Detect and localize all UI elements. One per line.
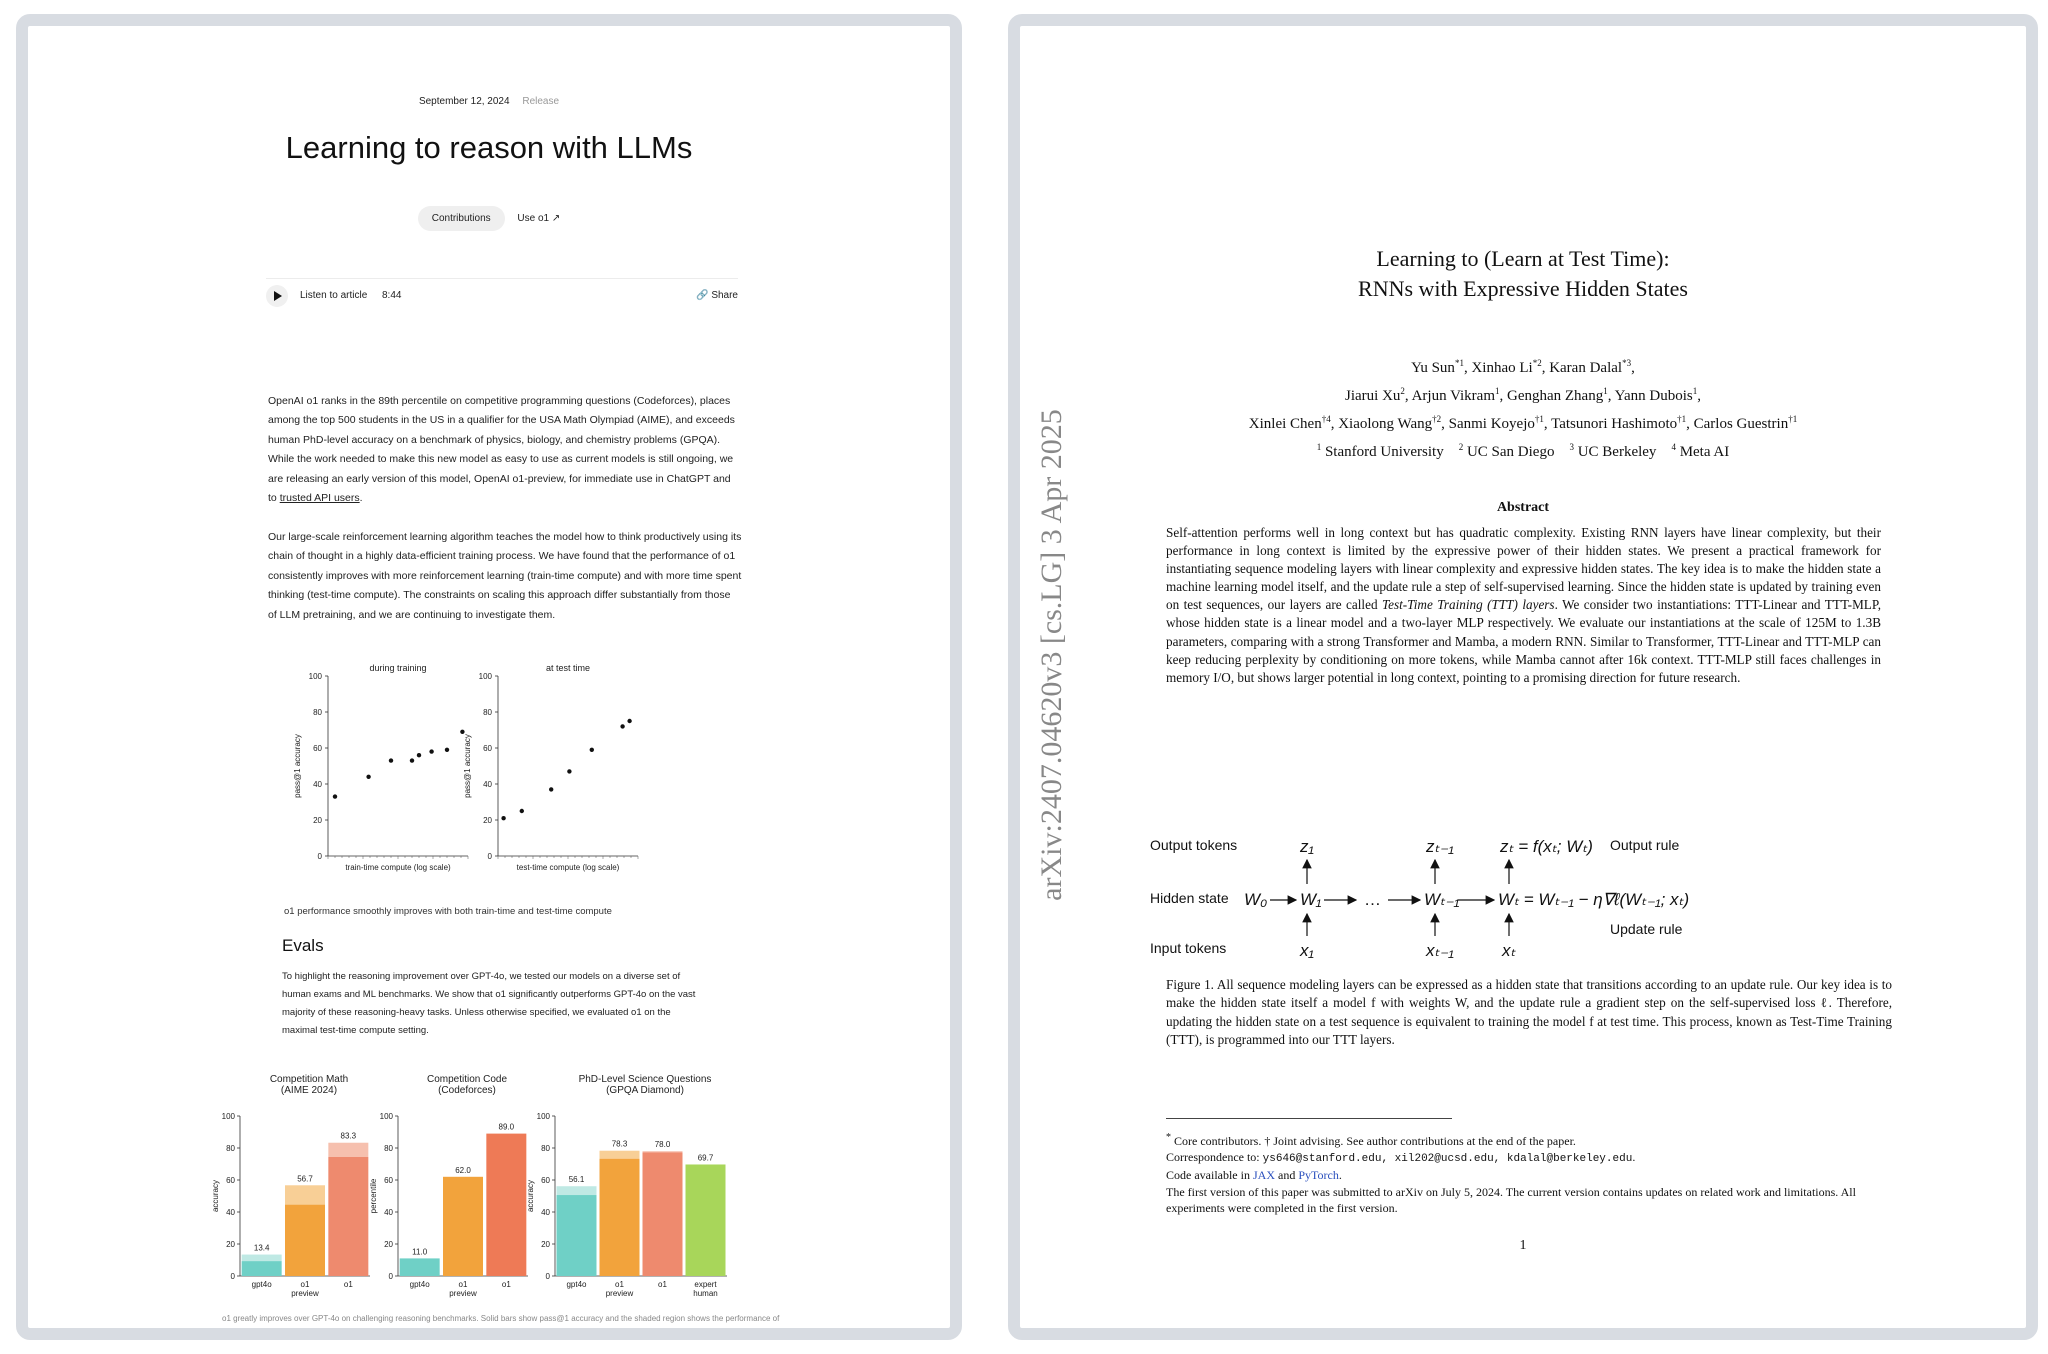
- category-label: gpt4o: [251, 1280, 272, 1289]
- y-tick-label: 40: [483, 780, 492, 789]
- output-rule-label: Output rule: [1610, 837, 1680, 853]
- scatter-point: [590, 748, 594, 752]
- page-number: 1: [1519, 1238, 1527, 1253]
- y-tick-label: 100: [308, 672, 322, 681]
- bar: [443, 1177, 483, 1276]
- paper-title-line-2: RNNs with Expressive Hidden States: [1358, 276, 1688, 301]
- y-tick-label: 0: [487, 852, 492, 861]
- y-axis-label: percentile: [369, 1178, 378, 1214]
- bar: [643, 1152, 683, 1276]
- scatter-point: [366, 775, 370, 779]
- scatter-title: at test time: [545, 663, 591, 673]
- abstract-text: [1166, 524, 1881, 687]
- math-xt-1: xₜ₋₁: [1426, 941, 1454, 960]
- math-update-rule: Wₜ = Wₜ₋₁ − η∇ℓ(Wₜ₋₁; xₜ): [1498, 890, 1690, 909]
- scaling-scatter-charts: [278, 656, 778, 906]
- footnote-code: [1166, 1167, 1892, 1183]
- y-tick-label: 20: [541, 1240, 550, 1249]
- scatter-point: [389, 758, 393, 762]
- contributions-button[interactable]: Contributions: [418, 206, 505, 231]
- category-label: preview: [449, 1289, 477, 1298]
- play-icon[interactable]: [266, 285, 288, 307]
- bar-value-label: 11.0: [412, 1247, 428, 1257]
- y-tick-label: 20: [313, 816, 322, 825]
- scatter-point: [627, 719, 631, 723]
- y-tick-label: 80: [483, 708, 492, 717]
- math-z1: z₁: [1300, 837, 1314, 856]
- consensus-bar: [242, 1255, 282, 1262]
- category-label: expert: [694, 1280, 717, 1289]
- y-tick-label: 40: [541, 1208, 550, 1217]
- bar-value-label: 56.7: [297, 1174, 313, 1184]
- scatter-point: [460, 730, 464, 734]
- category-label: preview: [291, 1289, 319, 1298]
- scatter-point: [620, 724, 624, 728]
- scatter-point: [567, 769, 571, 773]
- y-tick-label: 0: [388, 1272, 393, 1281]
- paper-title: [1020, 244, 2026, 304]
- link-icon: 🔗: [696, 290, 709, 301]
- category-label: o1: [343, 1280, 353, 1289]
- post-meta: [28, 96, 950, 107]
- paper-title-line-1: Learning to (Learn at Test Time):: [1376, 246, 1670, 271]
- correspondence-label: Correspondence to:: [1166, 1150, 1263, 1165]
- y-tick-label: 100: [379, 1112, 393, 1121]
- bar-value-label: 56.1: [568, 1175, 585, 1185]
- pytorch-link[interactable]: PyTorch: [1298, 1168, 1339, 1183]
- post-date: September 12, 2024: [418, 96, 510, 107]
- y-axis-label: pass@1 accuracy: [463, 734, 472, 798]
- author-line: Jiarui Xu$^2$, Arjun Vikram$^1$, Genghan Zhang$^1$, Yann Dubois$^1$,: [1345, 386, 1701, 404]
- scatter-chart-2: [463, 663, 638, 872]
- math-ellipsis: …: [1364, 890, 1381, 909]
- math-zt-1: zₜ₋₁: [1426, 837, 1454, 856]
- evals-paragraph: To highlight the reasoning improvement over GPT-4o, we tested our models on a diverse set of human exams and ML benchmarks. We show that o1 significantly outperforms GPT-4o on the vast majority of these reasoning-heavy tasks. Unless otherwise specified, we evaluated o1 on the maximal test-time compute setting.: [282, 971, 696, 1036]
- bar: [242, 1261, 282, 1276]
- consensus-bar: [285, 1185, 325, 1204]
- intro-text: OpenAI o1 ranks in the 89th percentile on competitive programming questions (Codeforces), places among the top 500 students in the US in a qualifier for the USA Math Olympiad (AIME), and exceeds human PhD-level accuracy on a benchmark of physics, biology, and chemistry problems (GPQA). While the work needed to make this new model as easy to use as current models is still ongoing, we are releasing an early version of this model, OpenAI o1-preview, for immediate use in ChatGPT and to: [268, 395, 735, 505]
- math-x1: x₁: [1300, 941, 1314, 960]
- y-tick-label: 80: [313, 708, 322, 717]
- y-tick-label: 100: [478, 672, 492, 681]
- bar: [486, 1134, 526, 1276]
- intro-paragraph: [268, 392, 742, 508]
- footnote-contributors-text: Core contributors. † Joint advising. See author contributions at the end of the paper.: [1174, 1134, 1576, 1148]
- abstract-part-a: Self-attention performs well in long context but has quadratic complexity. Existing RNN layers have linear complexity, but their performance in long context is limited by the expressive power of their hidden states. We present a practical framework for instantiating sequence modeling layers with linear complexity and expressive hidden states. The key idea is to make the hidden state a machine learning model itself, and the update rule a step of self-supervised learning. Since the hidden state is updated by training even on test sequences, our layers are called: [1166, 525, 1881, 613]
- y-tick-label: 60: [483, 744, 492, 753]
- intro-text-end: .: [359, 492, 363, 505]
- y-tick-label: 40: [313, 780, 322, 789]
- category-label: o1: [658, 1280, 667, 1289]
- input-tokens-label: Input tokens: [1150, 940, 1227, 956]
- update-rule-label: Update rule: [1610, 921, 1683, 937]
- abstract-part-b: . We consider two instantiations: TTT-Linear and TTT-MLP, whose hidden state is a linear model and a two-layer MLP respectively. We evaluate our instantiations at the scale of 125M to 1.3B parameters, comparing with a strong Transformer and Mamba, a modern RNN. Similar to Transformer, TTT-Linear and TTT-MLP can keep reducing perplexity by conditioning on more tokens, while Mamba cannot after 16k context. TTT-MLP still faces challenges in memory I/O, but shows larger potential in long context, pointing to a promising direction for future research.: [1166, 597, 1882, 685]
- bar-value-label: 62.0: [455, 1165, 471, 1175]
- y-tick-label: 20: [483, 816, 492, 825]
- bar: [557, 1195, 597, 1276]
- evals-heading: Evals: [282, 936, 324, 955]
- bar-chart-2: [369, 1074, 528, 1298]
- bar-chart-title: Competition Code: [426, 1074, 508, 1085]
- bar-value-label: 89.0: [498, 1122, 515, 1132]
- y-tick-label: 60: [384, 1176, 393, 1185]
- correspondence-end: .: [1632, 1150, 1636, 1165]
- bar-chart-3: [526, 1074, 727, 1298]
- bars-caption: o1 greatly improves over GPT-4o on challenging reasoning benchmarks. Solid bars show pass@1 accuracy and the shaded region shows the performance of majority vote (consensus) with 64 samples.: [222, 1314, 780, 1337]
- bar-value-label: 78.3: [611, 1139, 628, 1149]
- post-actions: [28, 206, 950, 231]
- audio-duration: 8:44: [382, 290, 402, 301]
- consensus-bar: [600, 1151, 640, 1159]
- scatter-point: [520, 809, 524, 813]
- scaling-caption: o1 performance smoothly improves with both train-time and test-time compute: [284, 906, 612, 917]
- y-axis-label: accuracy: [211, 1179, 220, 1213]
- bar: [328, 1157, 368, 1276]
- footnote-version: The first version of this paper was submitted to arXiv on July 5, 2024. The current version contains updates on related work and limitations. All experiments were completed in the first version.: [1166, 1184, 1856, 1215]
- consensus-bar: [557, 1186, 597, 1195]
- category-label: o1: [501, 1280, 511, 1289]
- x-axis-label: train-time compute (log scale): [345, 863, 451, 872]
- affiliations: $^1$ Stanford University $^2$ UC San Diego $^3$ UC Berkeley $^4$ Meta AI: [1316, 442, 1730, 460]
- post-title: Learning to reason with LLMs: [285, 130, 693, 165]
- author-line: Xinlei Chen$^{\dagger 4}$, Xiaolong Wang$^{\dagger 2}$, Sanmi Koyejo$^{\dagger 1}$, Tatsunori Hashimoto$^{\dagger 1}$, Carlos Guestrin$^{\dagger 1}$: [1248, 414, 1798, 432]
- x-axis-label: test-time compute (log scale): [516, 863, 620, 872]
- bar-chart-title: (AIME 2024): [280, 1085, 338, 1096]
- bar-value-label: 78.0: [654, 1140, 671, 1150]
- abstract-italic: Test-Time Training (TTT) layers: [1381, 597, 1555, 613]
- y-tick-label: 60: [313, 744, 322, 753]
- bar: [285, 1205, 325, 1276]
- y-tick-label: 0: [317, 852, 322, 861]
- category-label: gpt4o: [566, 1280, 587, 1289]
- author-line: Yu Sun$^{*1}$, Xinhao Li$^{*2}$, Karan Dalal$^{*3}$,: [1411, 358, 1635, 376]
- jax-link[interactable]: JAX: [1252, 1168, 1275, 1183]
- scatter-point: [501, 816, 505, 820]
- author-list: [1020, 352, 2026, 464]
- scatter-title: during training: [369, 663, 427, 673]
- correspondence-emails[interactable]: ys646@stanford.edu, xil202@ucsd.edu, kdalal@berkeley.edu: [1262, 1153, 1633, 1166]
- footnote-contributors: * Core contributors. † Joint advising. See author contributions at the end of the paper.: [1166, 1132, 1576, 1148]
- post-tag[interactable]: Release: [522, 96, 560, 107]
- code-end: .: [1338, 1168, 1342, 1183]
- y-tick-label: 100: [221, 1112, 235, 1121]
- scatter-point: [445, 748, 449, 752]
- consensus-bar: [643, 1151, 683, 1152]
- y-tick-label: 20: [384, 1240, 393, 1249]
- y-axis-label: accuracy: [526, 1179, 535, 1213]
- code-and: and: [1275, 1168, 1299, 1183]
- y-tick-label: 80: [226, 1144, 235, 1153]
- y-tick-label: 100: [536, 1112, 550, 1121]
- category-label: human: [693, 1289, 718, 1298]
- consensus-bar: [328, 1143, 368, 1157]
- bar-chart-1: [211, 1074, 370, 1298]
- scatter-point: [410, 758, 414, 762]
- math-w0: W₀: [1244, 890, 1268, 909]
- math-output-rule: zₜ = f(xₜ; Wₜ): [1500, 837, 1593, 856]
- paper-screenshot-panel: [1008, 14, 2038, 1340]
- bar: [600, 1159, 640, 1276]
- bar-chart-title: Competition Math: [269, 1074, 349, 1085]
- output-tokens-label: Output tokens: [1150, 837, 1238, 853]
- y-tick-label: 40: [226, 1208, 235, 1217]
- figure-1-diagram: [1140, 816, 1900, 966]
- abstract-heading: Abstract: [1496, 500, 1550, 515]
- bar-chart-title: (Codeforces): [438, 1085, 496, 1096]
- category-label: o1: [615, 1280, 624, 1289]
- rl-paragraph: Our large-scale reinforcement learning algorithm teaches the model how to think productively using its chain of thought in a highly data-efficient training process. We have found that the performance of o1 consistently improves with more reinforcement learning (train-time compute) and with more time spent thinking (test-time compute). The constraints on scaling this approach differ substantially from those of LLM pretraining, and we are continuing to investigate them.: [268, 531, 742, 621]
- bar-value-label: 83.3: [340, 1131, 357, 1141]
- y-tick-label: 80: [541, 1144, 550, 1153]
- eval-bar-charts: [178, 1072, 818, 1308]
- bar-value-label: 13.4: [253, 1243, 270, 1253]
- use-o1-link[interactable]: Use o1 ↗: [517, 213, 561, 224]
- y-tick-label: 60: [541, 1176, 550, 1185]
- scatter-point: [549, 787, 553, 791]
- share-button[interactable]: [696, 290, 738, 301]
- footnote-correspondence: [1166, 1149, 1892, 1167]
- y-tick-label: 0: [545, 1272, 550, 1281]
- y-tick-label: 80: [384, 1144, 393, 1153]
- trusted-api-users-link[interactable]: trusted API users: [279, 492, 360, 505]
- footnotes: [1166, 1130, 1892, 1216]
- category-label: o1: [300, 1280, 310, 1289]
- category-label: preview: [605, 1289, 634, 1298]
- listen-to-article-button[interactable]: Listen to article: [300, 290, 368, 301]
- figure-1-caption: Figure 1. All sequence modeling layers can be expressed as a hidden state that transitions according to an update rule. Our key idea is to make the hidden state itself a model f with weights W, and the update rule a gradient step on the self-supervised loss ℓ. Therefore, updating the hidden state on a test sequence is equivalent to training the model f at test time. This process, known as Test-Time Training (TTT), is programmed into our TTT layers.: [1166, 977, 1892, 1048]
- scatter-point: [333, 794, 337, 798]
- category-label: gpt4o: [409, 1280, 430, 1289]
- category-label: o1: [458, 1280, 468, 1289]
- bar-chart-title: PhD-Level Science Questions: [578, 1074, 712, 1085]
- math-w1: W₁: [1300, 890, 1322, 909]
- bar-chart-title: (GPQA Diamond): [606, 1085, 684, 1096]
- math-wt-1: Wₜ₋₁: [1424, 890, 1460, 909]
- figure-math: [1244, 837, 1689, 960]
- y-axis-label: pass@1 accuracy: [293, 734, 302, 798]
- footnote-rule: [1166, 1118, 1452, 1119]
- y-tick-label: 0: [230, 1272, 235, 1281]
- y-tick-label: 40: [384, 1208, 393, 1217]
- math-xt: xₜ: [1502, 941, 1516, 960]
- scatter-chart-1: [293, 663, 468, 872]
- hidden-state-label: Hidden state: [1150, 890, 1229, 906]
- bar: [686, 1164, 726, 1276]
- arxiv-identifier: arXiv:2407.04620v3 [cs.LG] 3 Apr 2025: [1035, 409, 1068, 901]
- bar: [400, 1258, 440, 1276]
- audio-player: [266, 278, 738, 312]
- code-label: Code available in: [1166, 1168, 1253, 1183]
- blog-screenshot-panel: [16, 14, 962, 1340]
- y-tick-label: 60: [226, 1176, 235, 1185]
- scatter-point: [429, 749, 433, 753]
- share-label: Share: [711, 290, 738, 301]
- bar-value-label: 69.7: [697, 1153, 714, 1163]
- y-tick-label: 20: [226, 1240, 235, 1249]
- scatter-point: [417, 753, 421, 757]
